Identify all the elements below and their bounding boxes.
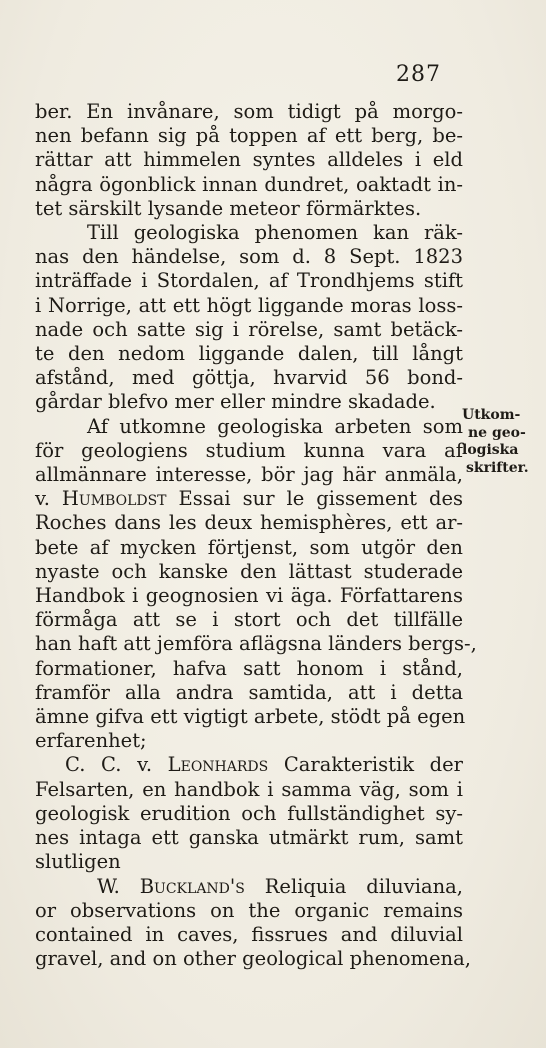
text-line: erfarenhet;: [35, 729, 147, 753]
abbrev-ccv: C. C. v.: [65, 753, 168, 777]
text-line: geologisk erudition och fullständighet sy-: [35, 801, 463, 825]
text-line: tet särskilt lysande meteor förmärktes.: [35, 196, 422, 220]
author-buckland: Buckland's: [139, 874, 245, 898]
text-line: för geologiens studium kunna vara af: [35, 438, 463, 462]
text-line: Af utkomne geologiska arbeten som: [87, 414, 463, 438]
abbrev-v: v.: [35, 487, 62, 511]
text-line: ämne gifva ett vigtigt arbete, stödt på egen: [35, 705, 466, 729]
text-line: bete af mycken förtjenst, som utgör den: [35, 535, 463, 559]
text-line: Roches dans les deux hemisphères, ett ar-: [35, 511, 463, 535]
body-text: [35, 100, 477, 971]
margin-note-line: Utkom-: [462, 407, 521, 423]
text-line: i Norrige, att ett högt liggande moras loss-: [35, 293, 463, 317]
text-line: inträffade i Stordalen, af Trondhjems stift: [35, 269, 463, 293]
page-number: 287: [396, 62, 441, 87]
text-line: afstånd, med göttja, hvarvid 56 bond-: [35, 366, 463, 390]
text-line: or observations on the organic remains: [35, 898, 463, 922]
text-line: Felsarten, en handbok i samma väg, som i: [35, 777, 463, 801]
title-buckland: Reliquia diluviana,: [244, 874, 463, 898]
text-line: Till geologiska phenomen kan räk-: [87, 221, 463, 245]
text-line: [35, 487, 463, 511]
text-line: allmännare interesse, bör jag här anmäla,: [35, 463, 463, 487]
text-line: gravel, and on other geological phenomena,: [35, 947, 471, 971]
author-humboldt: Humboldst: [61, 487, 167, 511]
title-leonhard: Carakteristik der: [268, 753, 463, 777]
text-line: ber. En invånare, som tidigt på morgo-: [35, 100, 463, 123]
text-line: [35, 875, 463, 899]
text-line: contained in caves, fissrues and diluvial: [35, 922, 463, 946]
text-line: te den nedom liggande dalen, till långt: [35, 342, 463, 366]
text-line: nas den händelse, som d. 8 Sept. 1823: [35, 245, 463, 269]
text-line: gårdar blefvo mer eller mindre skadade.: [35, 390, 436, 414]
text-line: [35, 753, 463, 777]
text-line: nade och satte sig i rörelse, samt betäck-: [35, 317, 463, 341]
text-line: nen befann sig på toppen af ett berg, be-: [35, 124, 463, 148]
title-humboldt: Essai sur le gissement des: [166, 487, 463, 511]
text-line: formationer, hafva satt honom i stånd,: [35, 656, 463, 680]
text-line: slutligen: [35, 850, 121, 874]
margin-note: [462, 407, 542, 477]
text-line: han haft att jemföra aflägsna länders bergs-,: [35, 632, 477, 656]
text-line: framför alla andra samtida, att i detta: [35, 680, 463, 704]
text-line: nes intaga ett ganska utmärkt rum, samt: [35, 826, 463, 850]
margin-note-line: skrifter.: [466, 459, 529, 476]
text-line: förmåga att se i stort och det tillfälle: [35, 608, 463, 632]
text-line: nyaste och kanske den lättast studerade: [35, 559, 463, 583]
text-line: Handbok i geognosien vi äga. Författarens: [35, 584, 463, 608]
margin-note-line: ne geo-: [468, 424, 526, 441]
abbrev-w: W.: [97, 874, 140, 898]
text-line: rättar att himmelen syntes alldeles i eld: [35, 148, 463, 172]
author-leonhard: Leonhards: [167, 753, 269, 777]
margin-note-line: logiska: [462, 442, 519, 458]
text-line: några ögonblick innan dundret, oaktadt in-: [35, 172, 463, 196]
